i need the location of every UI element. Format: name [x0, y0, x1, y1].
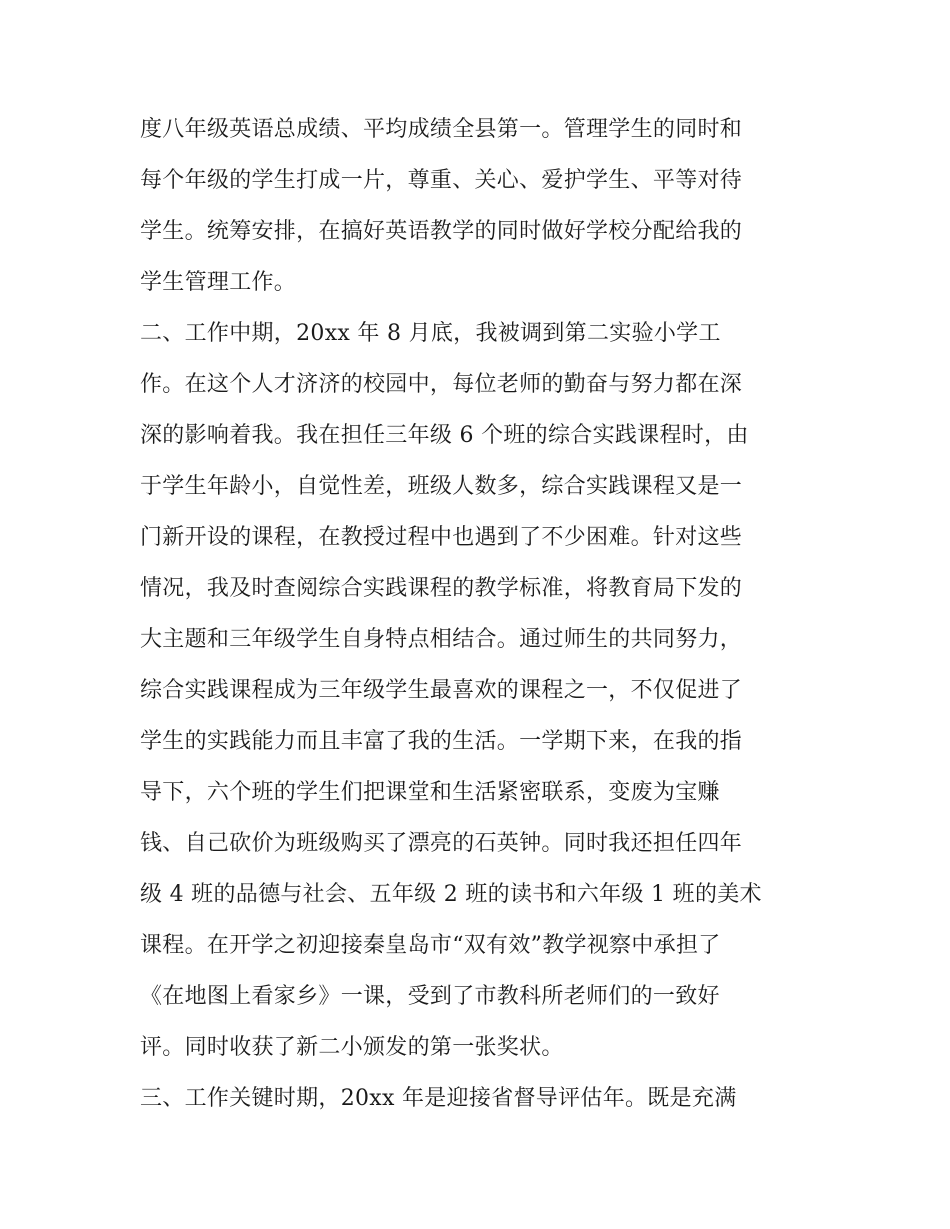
- text-line: 《在地图上看家乡》一课，受到了市教科所老师们的一致好: [140, 984, 720, 1009]
- text-line: 课程。在开学之初迎接秦皇岛市“双有效”教学视察中承担了: [140, 933, 721, 958]
- text-line: 级 4 班的品德与社会、五年级 2 班的读书和六年级 1 班的美术: [140, 882, 762, 907]
- text-line: 于学生年龄小，自觉性差，班级人数多，综合实践课程又是一: [140, 474, 743, 499]
- text-line: 深的影响着我。我在担任三年级 6 个班的综合实践课程时，由: [140, 423, 749, 448]
- text-line: 情况，我及时查阅综合实践课程的教学标准，将教育局下发的: [140, 576, 743, 601]
- text-line: 大主题和三年级学生自身特点相结合。通过师生的共同努力，: [140, 627, 743, 652]
- text-line: 评。同时收获了新二小颁发的第一张奖状。: [140, 1035, 564, 1060]
- text-line: 导下，六个班的学生们把课堂和生活紧密联系，变废为宝赚: [140, 780, 720, 805]
- text-line: 二、工作中期，20xx 年 8 月底，我被调到第二实验小学工: [140, 321, 721, 346]
- text-line: 三、工作关键时期，20xx 年是迎接省督导评估年。既是充满: [140, 1086, 737, 1111]
- text-line: 学生的实践能力而且丰富了我的生活。一学期下来，在我的指: [140, 729, 743, 754]
- text-line: 综合实践课程成为三年级学生最喜欢的课程之一，不仅促进了: [140, 678, 743, 703]
- text-line: 门新开设的课程，在教授过程中也遇到了不少困难。针对这些: [140, 525, 743, 550]
- text-line: 度八年级英语总成绩、平均成绩全县第一。管理学生的同时和: [140, 117, 743, 142]
- text-line: 学生管理工作。: [140, 270, 297, 295]
- text-line: 学生。统筹安排，在搞好英语教学的同时做好学校分配给我的: [140, 219, 743, 244]
- text-line: 每个年级的学生打成一片，尊重、关心、爱护学生、平等对待: [140, 168, 743, 193]
- text-line: 作。在这个人才济济的校园中，每位老师的勤奋与努力都在深: [140, 372, 743, 397]
- text-line: 钱、自己砍价为班级购买了漂亮的石英钟。同时我还担任四年: [140, 831, 743, 856]
